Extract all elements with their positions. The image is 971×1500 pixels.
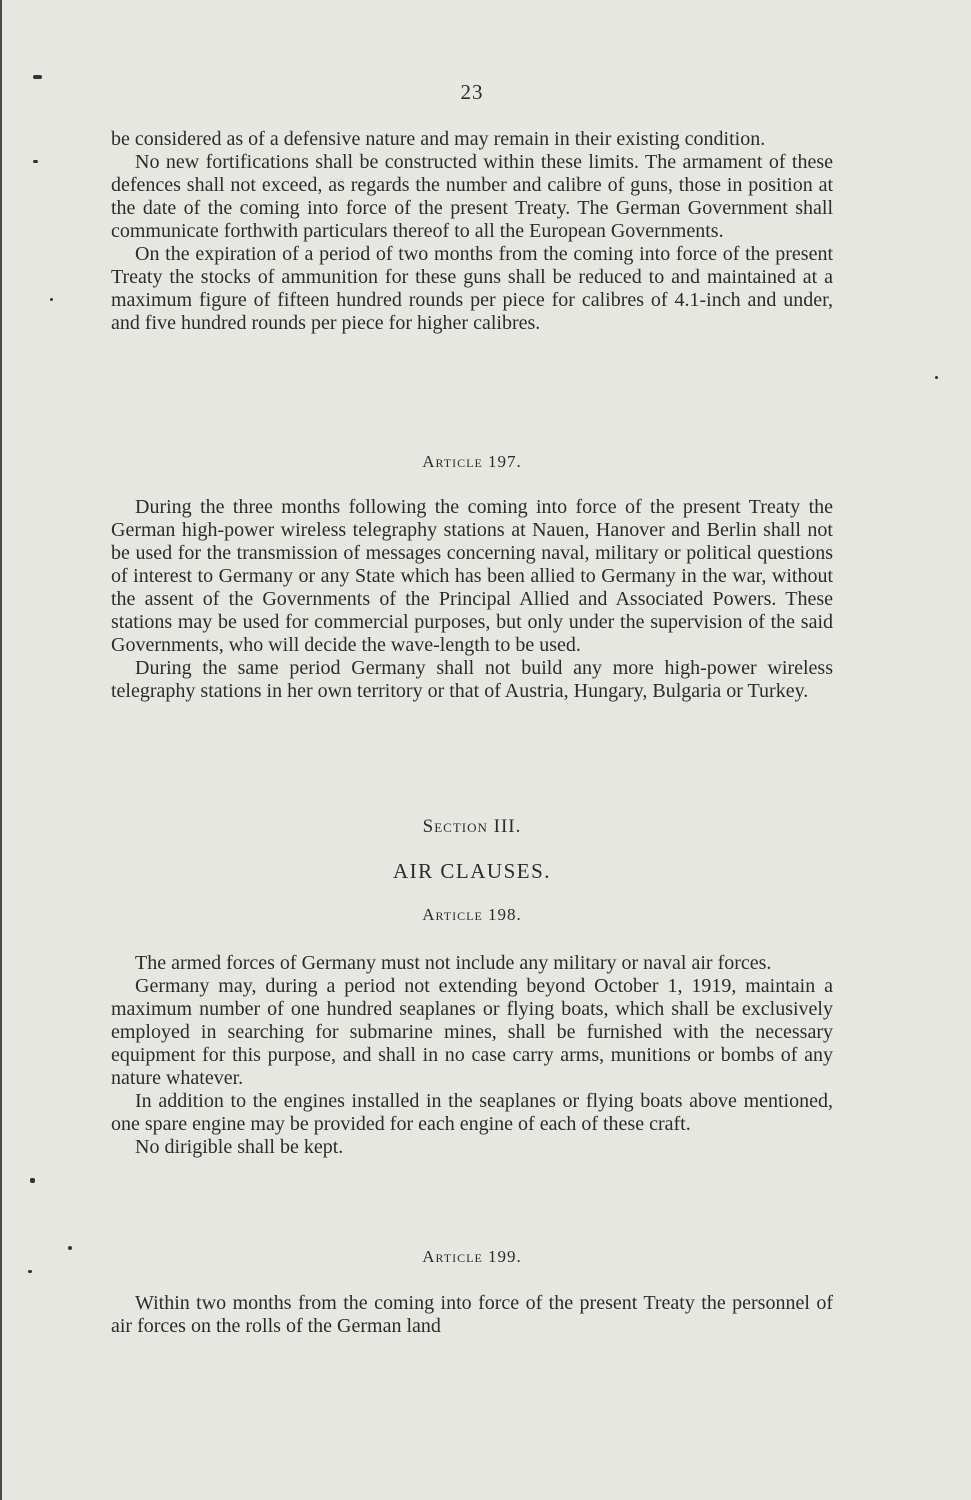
opening-text-block: [111, 128, 833, 335]
paragraph: On the expiration of a period of two months from the coming into force of the present Treaty the stocks of ammunition for these guns shall be reduced to and maintained at a maximum figure of fifteen hundred rounds per piece for calibres of 4.1-inch and under, and five hundred rounds per piece for higher calibres.: [111, 243, 833, 334]
paragraph: During the same period Germany shall not build any more high-power wireless telegraphy stations in her own territory or that of Austria, Hungary, Bulgaria or Turkey.: [111, 657, 833, 702]
margin-mark: [28, 1270, 32, 1273]
paragraph: be considered as of a defensive nature and may remain in their existing condition.: [111, 128, 766, 150]
margin-mark: [935, 376, 938, 379]
article-heading-198: Article 198.: [422, 905, 522, 924]
paragraph: No new fortifications shall be constructed within these limits. The armament of these defences shall not exceed, as regards the number and calibre of guns, those in position at the date of the coming into force of the present Treaty. The German Government shall communicate forthwith particulars thereof to all the European Governments.: [111, 151, 833, 242]
article-198-text: [111, 952, 833, 1159]
margin-mark: [33, 160, 38, 163]
paragraph: Within two months from the coming into force of the present Treaty the personnel of air forces on the rolls of the German land: [111, 1292, 833, 1337]
paragraph: In addition to the engines installed in the seaplanes or flying boats above mentioned, one spare engine may be provided for each engine of each of these craft.: [111, 1090, 833, 1135]
paragraph: No dirigible shall be kept.: [135, 1136, 344, 1158]
section-heading: Section III.: [422, 816, 522, 837]
paragraph: Germany may, during a period not extending beyond October 1, 1919, maintain a maximum number of one hundred seaplanes or flying boats, which shall be exclusively employed in searching for submarine mines, shall be furnished with the necessary equipment for this purpose, and shall in no case carry arms, munitions or bombs of any nature whatever.: [111, 975, 833, 1089]
article-heading-199: Article 199.: [422, 1247, 522, 1266]
paragraph: The armed forces of Germany must not include any military or naval air forces.: [135, 952, 772, 974]
page-edge-line: [0, 0, 2, 1500]
margin-mark: [30, 1178, 35, 1183]
paragraph: During the three months following the coming into force of the present Treaty the German high-power wireless telegraphy stations at Nauen, Hanover and Berlin shall not be used for the transmission of messages concerning naval, military or political questions of interest to Germany or any State which has been allied to Germany in the war, without the assent of the Governments of the Principal Allied and Associated Powers. These stations may be used for commercial purposes, but only under the supervision of the said Governments, who will decide the wave-length to be used.: [111, 496, 833, 656]
article-197-text: [111, 496, 833, 703]
article-heading-197: Article 197.: [422, 452, 522, 471]
margin-mark: [33, 75, 42, 79]
margin-mark: [50, 298, 53, 301]
section-title: AIR CLAUSES.: [392, 859, 552, 883]
article-199-text: [111, 1292, 833, 1338]
page-number: 23: [460, 80, 484, 104]
